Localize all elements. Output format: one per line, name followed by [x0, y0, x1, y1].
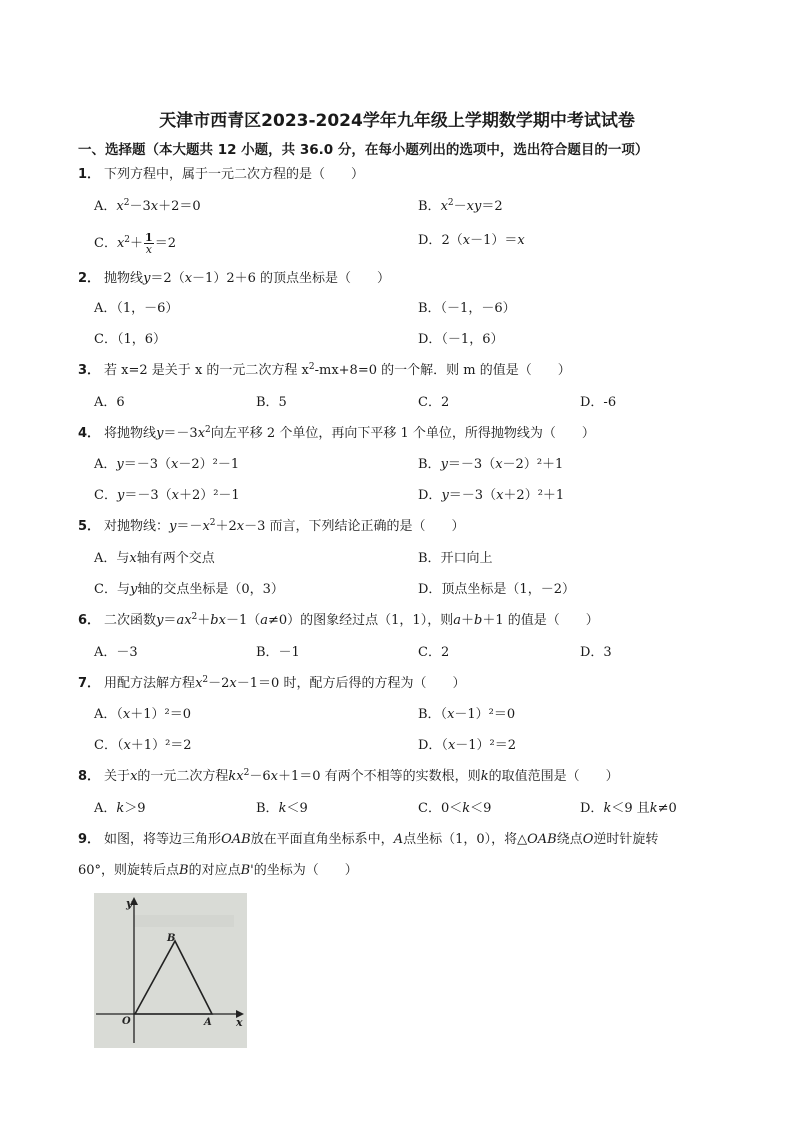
- question-2: 2． 抛物线y＝2（x－1）2＋6 的顶点坐标是（ ）: [78, 271, 390, 286]
- q2-option-c: C．（1，6）: [94, 332, 166, 347]
- q7-option-b: B．（x－1）²＝0: [418, 707, 516, 722]
- question-stem: 下列方程中，属于一元二次方程的是（ ）: [104, 167, 365, 182]
- q6-option-c: C．2: [418, 645, 450, 660]
- q1-option-c: C．$x^2+$ $\frac{1}{x}$ ＝2: [94, 231, 176, 256]
- point-b-label: B: [167, 933, 176, 944]
- question-1: [78, 166, 364, 184]
- origin-label: O: [122, 1016, 131, 1027]
- q8-option-d: D．k＜9 且k≠0: [580, 801, 677, 816]
- q6-option-d: D．3: [580, 645, 612, 660]
- q8-option-a: A．k＞9: [94, 801, 146, 816]
- q5-option-b: B．开口向上: [418, 551, 493, 566]
- q2-option-d: D．（－1，6）: [418, 332, 504, 347]
- q8-option-c: C．0＜k＜9: [418, 801, 492, 816]
- q3-option-a: A．6: [94, 395, 125, 410]
- page-title: 天津市西青区2023-2024学年九年级上学期数学期中考试试卷: [159, 111, 635, 131]
- question-8: 8． 关于x的一元二次方程$kx^2-6x+1=0$ 有两个不相等的实数根，则k的取值范围是（ ）: [78, 768, 619, 784]
- question-9-line-1: 9． 如图，将等边三角形OAB放在平面直角坐标系中，A点坐标（1，0），将△OAB绕点O逆时针旋转: [78, 832, 659, 847]
- question-number: 1．: [78, 167, 101, 182]
- fraction: $\frac{1}{x}$: [145, 231, 153, 256]
- q4-option-b: B．y＝－3（x－2）²＋1: [418, 457, 564, 472]
- q2-option-b: B．（－1，－6）: [418, 301, 516, 316]
- q1-option-a: A．$x^2-3x+2=0$: [94, 198, 201, 214]
- section-heading: 一、选择题（本大题共 12 小题，共 36.0 分，在每小题列出的选项中，选出符合题目的一项）: [78, 142, 649, 158]
- coordinate-diagram: [94, 893, 247, 1048]
- q4-option-c: C．y＝－3（x＋2）²－1: [94, 488, 240, 503]
- question-7: 7． 用配方法解方程$x^2-2x-1=0$ 时，配方后得的方程为（ ）: [78, 675, 466, 691]
- triangle-figure: [94, 893, 247, 1048]
- question-5: 5． 对抛物线：$y=-x^2+2x-3$ 而言，下列结论正确的是（ ）: [78, 518, 465, 534]
- q7-option-d: D．（x－1）²＝2: [418, 738, 517, 753]
- question-6: 6． 二次函数$y=ax^2+bx-1(a\ne 0)$的图象经过点（1，1），则a＋b＋1 的值是（ ）: [78, 612, 599, 628]
- q7-option-c: C．（x＋1）²＝2: [94, 738, 192, 753]
- x-label: x: [236, 1016, 243, 1029]
- q6-option-a: A．－3: [94, 645, 138, 660]
- q3-option-b: B．5: [256, 395, 287, 410]
- faded-text-background: [134, 915, 234, 927]
- q5-option-d: D．顶点坐标是（1，－2）: [418, 582, 575, 597]
- q3-option-c: C．2: [418, 395, 450, 410]
- q4-option-a: A．y＝－3（x－2）²－1: [94, 457, 240, 472]
- q5-option-c: C．与y轴的交点坐标是（0，3）: [94, 582, 284, 597]
- question-9-line-2: 60°，则旋转后点B的对应点B'的坐标为（ ）: [78, 863, 358, 878]
- q7-option-a: A．（x＋1）²＝0: [94, 707, 191, 722]
- q1-option-d: D．2（x－1）＝x: [418, 233, 525, 248]
- q4-option-d: D．y＝－3（x＋2）²＋1: [418, 488, 565, 503]
- question-4: 4． 将抛物线$y=-3x^2$向左平移 2 个单位，再向下平移 1 个单位，所得抛物线为（ ）: [78, 425, 595, 441]
- point-a-label: A: [204, 1017, 212, 1028]
- q6-option-b: B．－1: [256, 645, 300, 660]
- q3-option-d: D．-6: [580, 395, 617, 410]
- y-label: y: [126, 897, 133, 910]
- question-3: 3． 若 x=2 是关于 x 的一元二次方程 $x^2-mx+8=0$ 的一个解．则 m 的值是（ ）: [78, 362, 571, 378]
- q5-option-a: A．与x轴有两个交点: [94, 551, 215, 566]
- q1-option-b: B．$x^2-xy=2$: [418, 198, 503, 214]
- q2-option-a: A．（1，－6）: [94, 301, 179, 316]
- q8-option-b: B．k＜9: [256, 801, 308, 816]
